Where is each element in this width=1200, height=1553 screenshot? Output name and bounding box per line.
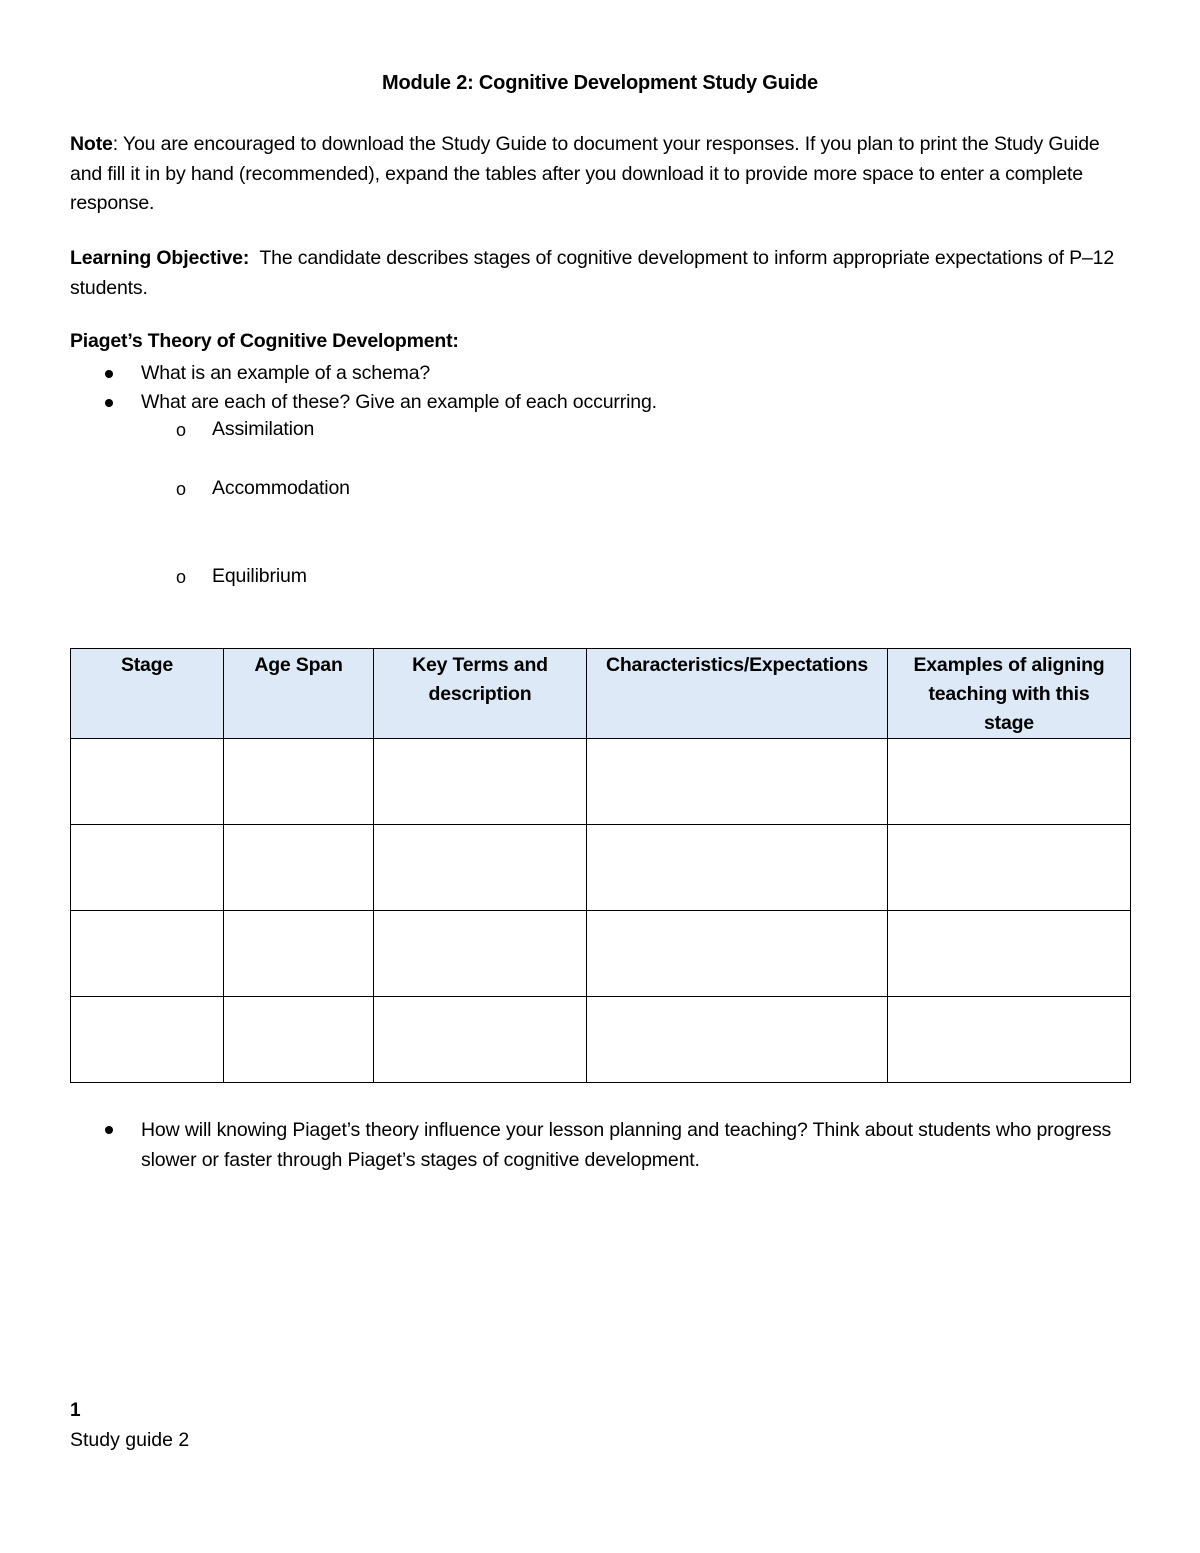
table-cell[interactable] — [888, 825, 1131, 911]
table-cell[interactable] — [71, 825, 224, 911]
table-cell[interactable] — [587, 825, 888, 911]
table-cell[interactable] — [71, 997, 224, 1083]
learning-objective-paragraph — [70, 244, 1130, 303]
table-cell[interactable] — [224, 739, 374, 825]
table-cell[interactable] — [374, 911, 587, 997]
table-cell[interactable] — [224, 825, 374, 911]
table-row — [71, 911, 1131, 997]
objective-text: The candidate describes stages of cognitive development to inform appropriate expectations of P–12 students. — [70, 247, 1120, 299]
header-examples: Examples of aligning teaching with this stage — [888, 649, 1131, 739]
table-cell[interactable] — [71, 911, 224, 997]
sub-bullet-marker: o — [176, 420, 187, 440]
page-title: Module 2: Cognitive Development Study Guide — [382, 72, 818, 94]
table-cell[interactable] — [374, 825, 587, 911]
header-characteristics: Characteristics/Expectations — [587, 649, 888, 739]
table-cell[interactable] — [224, 997, 374, 1083]
table-cell[interactable] — [888, 911, 1131, 997]
bullet-final-question: How will knowing Piaget’s theory influence your lesson planning and teaching? Think about students who progress slower or faster through Piaget’s stages of cognitive development. — [141, 1115, 1131, 1175]
table-cell[interactable] — [224, 911, 374, 997]
table-row — [71, 825, 1131, 911]
table-row — [71, 997, 1131, 1083]
table-cell[interactable] — [587, 997, 888, 1083]
bullet-schema: What is an example of a schema? — [141, 359, 430, 389]
note-label: Note — [70, 133, 113, 155]
footer-label: Study guide 2 — [70, 1429, 190, 1451]
piaget-stages-table — [70, 648, 1131, 1083]
table-cell[interactable] — [374, 997, 587, 1083]
sub-bullet-marker: o — [176, 567, 187, 587]
table-cell[interactable] — [71, 739, 224, 825]
note-text: : You are encouraged to download the Study Guide to document your responses. If you plan to print the Study Guide and fill it in by hand (recommended), expand the tables after you download it to provide more space to enter a complete response. — [70, 133, 1100, 214]
sub-item-equilibrium: Equilibrium — [212, 565, 307, 587]
table-cell[interactable] — [888, 997, 1131, 1083]
section-heading: Piaget’s Theory of Cognitive Development: — [70, 330, 459, 352]
table-cell[interactable] — [888, 739, 1131, 825]
sub-item-accommodation: Accommodation — [212, 477, 350, 499]
sub-item-assimilation: Assimilation — [212, 418, 315, 440]
objective-label: Learning Objective: — [70, 247, 250, 269]
page-number: 1 — [70, 1400, 81, 1421]
sub-bullet-marker: o — [176, 479, 187, 499]
table-cell[interactable] — [587, 739, 888, 825]
header-key-terms: Key Terms and description — [374, 649, 587, 739]
table-header-row — [71, 649, 1131, 739]
table-row — [71, 739, 1131, 825]
table-cell[interactable] — [374, 739, 587, 825]
bullet-each-of-these: What are each of these? Give an example of each occurring. — [141, 388, 657, 418]
table-cell[interactable] — [587, 911, 888, 997]
header-age-span: Age Span — [224, 649, 374, 739]
note-paragraph — [70, 130, 1130, 219]
header-stage: Stage — [71, 649, 224, 739]
